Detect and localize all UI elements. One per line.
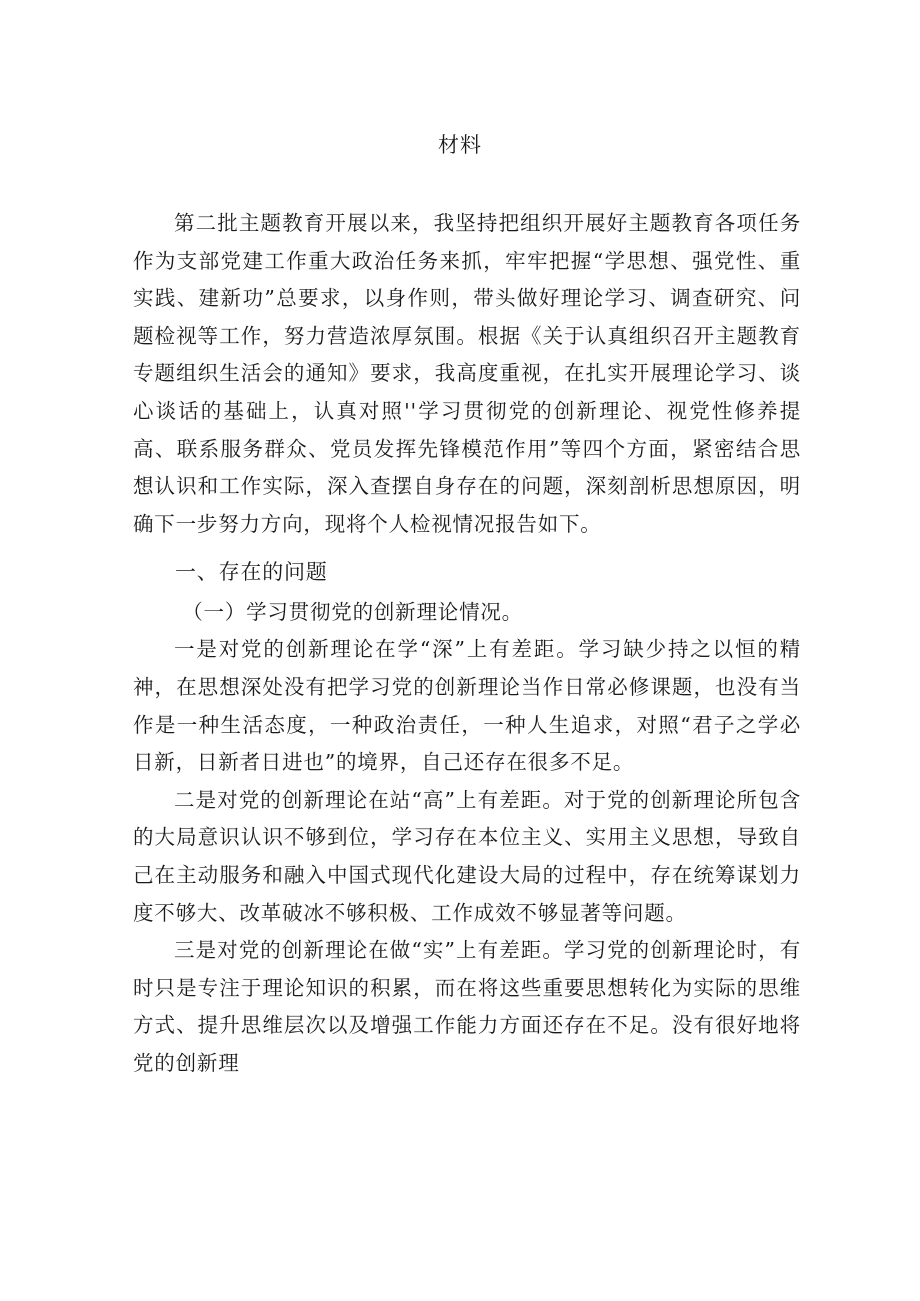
document-title: 材料 (438, 133, 482, 157)
spacer (133, 543, 801, 549)
subsection-heading-theory: （一）学习贯彻党的创新理论情况。 (182, 600, 523, 625)
point-paragraph-2: 二是对党的创新理论在站“高”上有差距。对于党的创新理论所包含的大局意识认识不够到位，学习存在本位主义、实用主义思想，导致自己在主动服务和融入中国式现代化建设大局的过程中，存在统筹谋划力度不够大、改革破冰不够积极、工作成效不够显著等问题。 (133, 787, 801, 925)
intro-paragraph: 第二批主题教育开展以来，我坚持把组织开展好主题教育各项任务作为支部党建工作重大政治任务来抓，牢牢把握“学思想、强党性、重实践、建新功”总要求，以身作则，带头做好理论学习、调查研究、问题检视等工作，努力营造浓厚氛围。根据《关于认真组织召开主题教育专题组织生活会的通知》要求，我高度重视，在扎实开展理论学习、谈心谈话的基础上，认真对照''学习贯彻党的创新理论、视党性修养提高、联系服务群众、党员发挥先锋模范作用”等四个方面，紧密结合思想认识和工作实际，深入查摆自身存在的问题，深刻剖析思想原因，明确下一步努力方向，现将个人检视情况报告如下。 (133, 211, 801, 536)
point-paragraph-3: 三是对党的创新理论在做“实”上有差距。学习党的创新理论时，有时只是专注于理论知识的积累，而在将这些重要思想转化为实际的思维方式、提升思维层次以及增强工作能力方面还存在不足。没有很好地将党的创新理 (133, 938, 801, 1075)
point-paragraph-1: 一是对党的创新理论在学“深”上有差距。学习缺少持之以恒的精神，在思想深处没有把学习党的创新理论当作日常必修课题，也没有当作是一种生活态度，一种政治责任，一种人生追求，对照“君子之学必日新，日新者日进也”的境界，自己还存在很多不足。 (133, 637, 801, 775)
document-body (133, 205, 801, 1082)
section-heading-problems: 一、存在的问题 (175, 560, 328, 585)
